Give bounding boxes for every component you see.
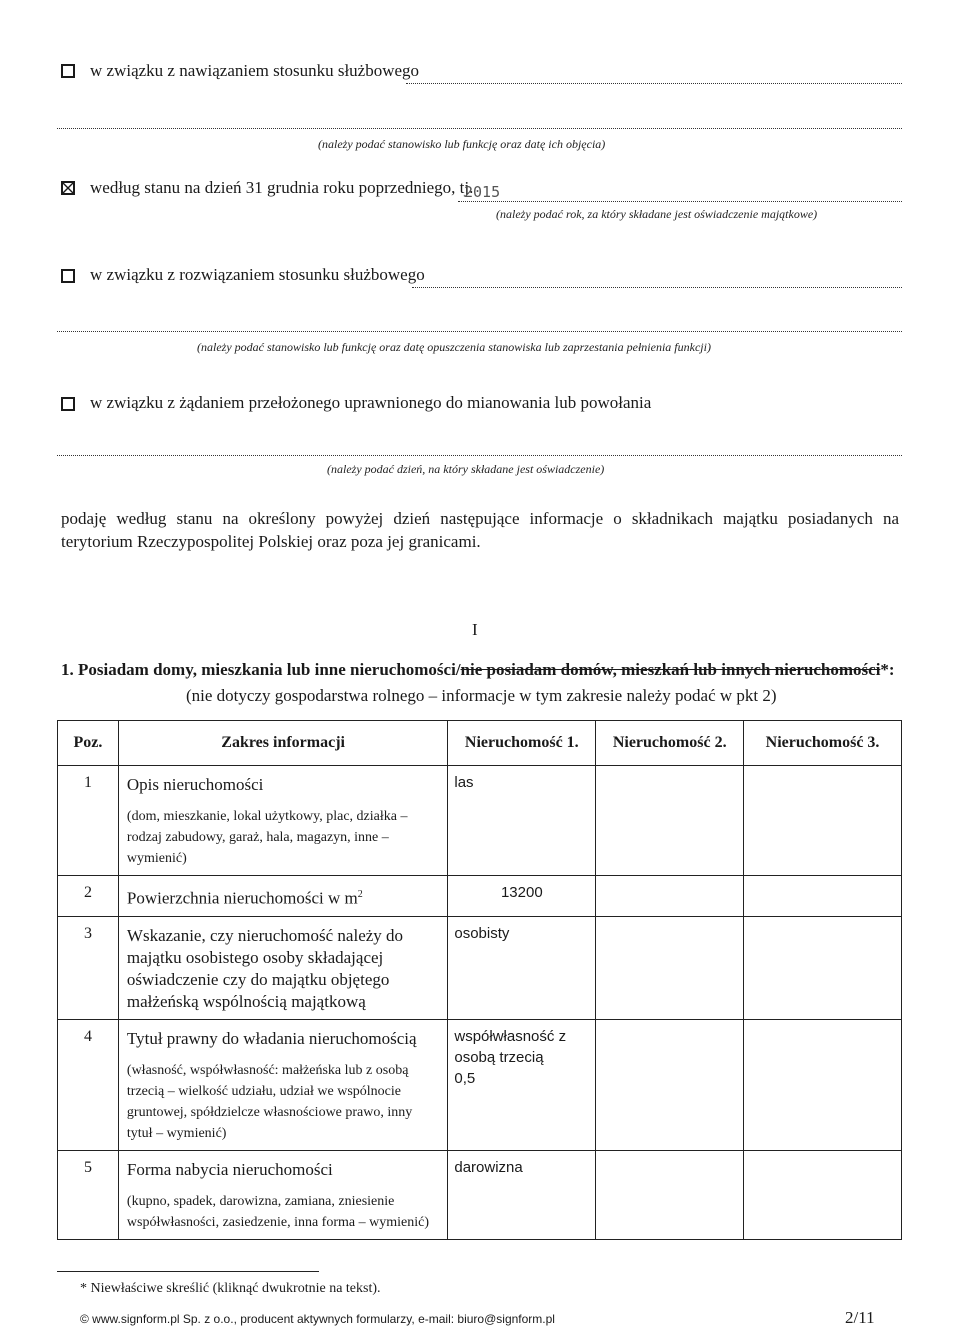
- row-label: [118, 766, 447, 876]
- row-description: (własność, współwłasność: małżeńska lub z osobą trzecią – wielkość udziału, udział we wspólnocie gruntowej, spółdzielcze własnościowe prawo, inny tytuł – wymienić): [126, 1062, 413, 1141]
- property-2-value[interactable]: [596, 1150, 744, 1239]
- row-title: Powierzchnia nieruchomości w m: [126, 888, 358, 908]
- footer-copyright: © www.signform.pl Sp. z o.o., producent aktywnych formularzy, e-mail: biuro@signform.pl: [80, 1312, 555, 1326]
- option-employment-start-label: w związku z nawiązaniem stosunku służbowego: [90, 61, 420, 80]
- header-property-3: Nieruchomość 3.: [744, 721, 902, 766]
- checkbox-supervisor-request[interactable]: [61, 397, 75, 411]
- property-2-value[interactable]: [596, 1019, 744, 1150]
- table-row: [58, 1019, 902, 1150]
- row-label: [118, 876, 447, 917]
- header-pos: Poz.: [58, 721, 119, 766]
- option-year-end-label: według stanu na dzień 31 grudnia roku poprzedniego, tj.: [90, 178, 474, 197]
- checkmark-x-icon: [63, 183, 73, 193]
- property-3-value[interactable]: [744, 766, 902, 876]
- heading-suffix: *:: [880, 660, 895, 679]
- employment-end-hint: (należy podać stanowisko lub funkcję oraz datę opuszczenia stanowiska lub zaprzestania pełnienia funkcji): [197, 340, 711, 354]
- property-table: [57, 720, 902, 1240]
- table-row: [58, 766, 902, 876]
- section-heading: [61, 660, 895, 680]
- footnote-separator: [57, 1271, 319, 1272]
- property-2-value[interactable]: [596, 876, 744, 917]
- row-description: (kupno, spadek, darowizna, zamiana, zniesienie współwłasności, zasiedzenie, inna forma – wymienić): [126, 1193, 429, 1230]
- property-1-title: współwłasność z osobą trzecią: [454, 1027, 567, 1066]
- property-1-value[interactable]: osobisty: [448, 916, 596, 1019]
- table-row: [58, 916, 902, 1019]
- heading-text: Posiadam domy, mieszkania lub inne nieruchomości/: [78, 660, 461, 679]
- row-title: Forma nabycia nieruchomości: [126, 1159, 333, 1179]
- employment-start-field[interactable]: [406, 83, 902, 84]
- property-1-share: 0,5: [454, 1069, 476, 1087]
- intro-paragraph: podaję według stanu na określony powyżej dzień następujące informacje o składnikach majątku posiadanych na terytorium Rzeczypospolitej Polskiej oraz poza jej granicami.: [61, 509, 899, 551]
- property-1-value[interactable]: 13200: [448, 876, 596, 917]
- option-employment-end-label: w związku z rozwiązaniem stosunku służbowego: [90, 265, 425, 284]
- employment-start-field-line2[interactable]: [57, 128, 902, 129]
- row-pos: 3: [58, 916, 119, 1019]
- header-property-2: Nieruchomość 2.: [596, 721, 744, 766]
- employment-start-hint: (należy podać stanowisko lub funkcję oraz datę ich objęcia): [318, 137, 606, 151]
- property-3-value[interactable]: [744, 1019, 902, 1150]
- row-pos: 2: [58, 876, 119, 917]
- row-title: Wskazanie, czy nieruchomość należy do majątku osobistego osoby składającej oświadczenie czy do majątku objętego małżeńską wspólnością majątkową: [126, 925, 404, 1011]
- heading-note: (nie dotyczy gospodarstwa rolnego – informacje w tym zakresie należy podać w pkt 2): [186, 686, 777, 705]
- footnote: * Niewłaściwe skreślić (kliknąć dwukrotnie na tekst).: [80, 1281, 381, 1296]
- option-supervisor-request-label: w związku z żądaniem przełożonego uprawnionego do mianowania lub powołania: [90, 393, 652, 412]
- header-scope: Zakres informacji: [118, 721, 447, 766]
- header-property-1: Nieruchomość 1.: [448, 721, 596, 766]
- row-label: [118, 1150, 447, 1239]
- checkbox-employment-end[interactable]: [61, 269, 75, 283]
- employment-end-field[interactable]: [412, 287, 902, 288]
- checkbox-employment-start[interactable]: [61, 64, 75, 78]
- row-description: (dom, mieszkanie, lokal użytkowy, plac, działka – rodzaj zabudowy, garaż, hala, magazyn, inne – wymienić): [126, 809, 408, 866]
- table-row: [58, 876, 902, 917]
- property-1-value[interactable]: darowizna: [448, 1150, 596, 1239]
- row-label: [118, 916, 447, 1019]
- year-end-value[interactable]: 2015: [464, 183, 501, 201]
- property-1-value[interactable]: [448, 1019, 596, 1150]
- checkbox-year-end[interactable]: [61, 181, 75, 195]
- property-2-value[interactable]: [596, 766, 744, 876]
- section-number: I: [472, 620, 478, 639]
- supervisor-request-field[interactable]: [57, 455, 902, 456]
- row-pos: 4: [58, 1019, 119, 1150]
- row-pos: 5: [58, 1150, 119, 1239]
- table-row: [58, 1150, 902, 1239]
- property-3-value[interactable]: [744, 876, 902, 917]
- property-3-value[interactable]: [744, 916, 902, 1019]
- row-pos: 1: [58, 766, 119, 876]
- row-title-superscript: 2: [357, 889, 363, 900]
- property-2-value[interactable]: [596, 916, 744, 1019]
- table-header-row: [58, 721, 902, 766]
- year-end-field[interactable]: [458, 201, 902, 202]
- property-1-value[interactable]: las: [448, 766, 596, 876]
- heading-struck-option[interactable]: nie posiadam domów, mieszkań lub innych nieruchomości: [460, 660, 881, 679]
- employment-end-field-line2[interactable]: [57, 331, 902, 332]
- row-label: [118, 1019, 447, 1150]
- row-title: Tytuł prawny do władania nieruchomością: [126, 1028, 417, 1048]
- page-number: 2/11: [845, 1308, 875, 1327]
- property-3-value[interactable]: [744, 1150, 902, 1239]
- year-end-hint: (należy podać rok, za który składane jest oświadczenie majątkowe): [496, 207, 818, 221]
- row-title: Opis nieruchomości: [126, 775, 264, 794]
- heading-number: 1.: [61, 660, 74, 679]
- supervisor-request-hint: (należy podać dzień, na który składane jest oświadczenie): [327, 462, 605, 476]
